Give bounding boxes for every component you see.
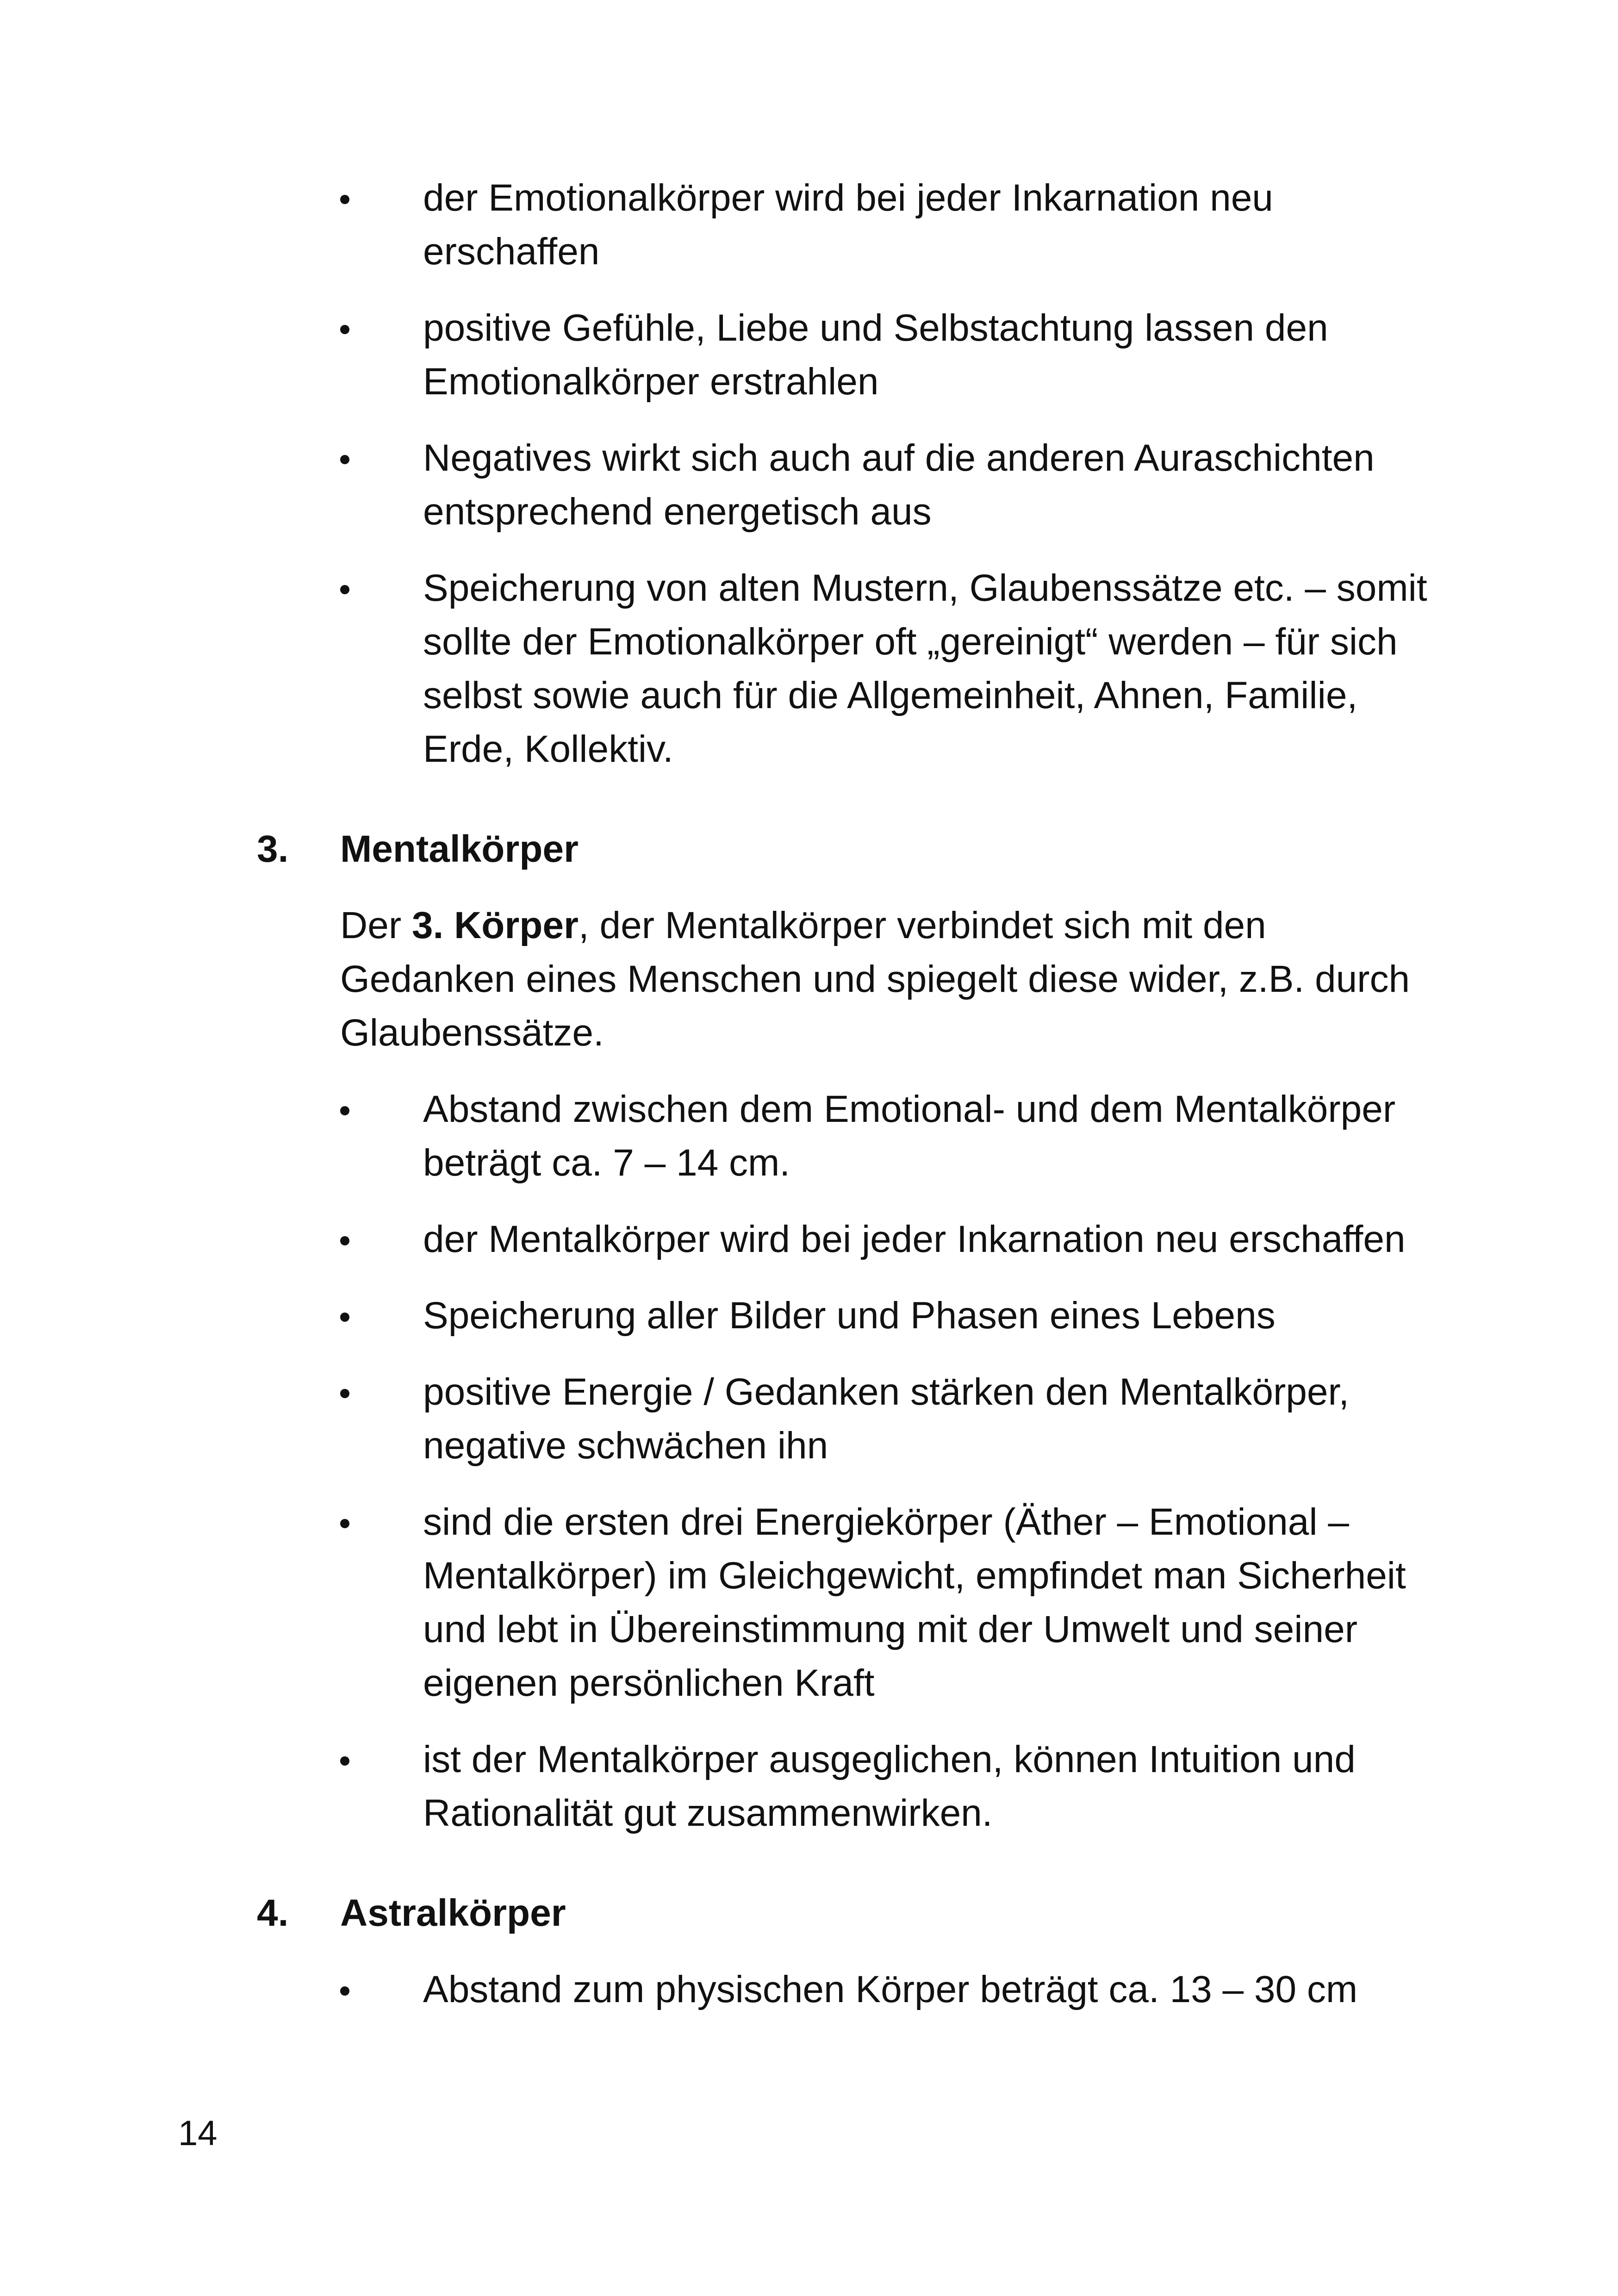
list-item-text: Speicherung von alten Mustern, Glaubenssätze etc. – somit sollte der Emotionalkörper oft „gereinigt“ werden – für sich selbst sowie auch für die Allgemeinheit, Ahnen, Familie, Erde, Kollektiv. — [423, 567, 1427, 770]
bullet-icon — [340, 1756, 349, 1766]
bullet-icon — [340, 1519, 349, 1528]
list-item — [257, 1289, 1442, 1343]
list-item — [257, 1365, 1442, 1473]
list-item-text: sind die ersten drei Energiekörper (Äther – Emotional – Mentalkörper) im Gleichgewicht, empfindet man Sicherheit und lebt in Übereinstimmung mit der Umwelt und seiner eigenen persönlichen Kraft — [423, 1501, 1406, 1704]
bullet-icon — [340, 325, 349, 334]
intro-prefix: Der — [340, 904, 412, 946]
list-item-text: positive Energie / Gedanken stärken den Mentalkörper, negative schwächen ihn — [423, 1371, 1350, 1467]
intro-text: , der Mentalkörper verbindet sich mit den Gedanken eines Menschen und spiegelt diese wider, z.B. durch Glaubenssätze. — [340, 904, 1410, 1054]
intro-bold: 3. Körper — [411, 904, 579, 946]
list-item — [257, 1495, 1442, 1710]
astral-body-list — [257, 1963, 1442, 2016]
list-item — [257, 561, 1442, 776]
list-item-text: Abstand zwischen dem Emotional- und dem Mentalkörper beträgt ca. 7 – 14 cm. — [423, 1088, 1396, 1184]
bullet-icon — [340, 1236, 349, 1245]
list-item — [257, 1733, 1442, 1840]
section-title: Mentalkörper — [340, 828, 579, 870]
section-astralkoerper — [257, 1886, 1442, 2016]
section-title: Astralkörper — [340, 1892, 566, 1934]
list-item — [257, 1963, 1442, 2016]
list-item-text: der Emotionalkörper wird bei jeder Inkarnation neu erschaffen — [423, 177, 1273, 273]
list-item-text: ist der Mentalkörper ausgeglichen, können Intuition und Rationalität gut zusammenwirken. — [423, 1738, 1356, 1834]
mental-body-list — [257, 1083, 1442, 1840]
list-item-text: der Mentalkörper wird bei jeder Inkarnation neu erschaffen — [423, 1218, 1406, 1260]
section-mentalkoerper — [257, 822, 1442, 1840]
section-heading — [257, 822, 1442, 876]
section-heading — [257, 1886, 1442, 1940]
bullet-icon — [340, 1986, 349, 1996]
list-item-text: Negatives wirkt sich auch auf die anderen Auraschichten entsprechend energetisch aus — [423, 437, 1375, 533]
emotional-body-list — [257, 171, 1442, 776]
bullet-icon — [340, 455, 349, 464]
list-item-text: Abstand zum physischen Körper beträgt ca. 13 – 30 cm — [423, 1968, 1358, 2010]
page-content — [257, 171, 1442, 2039]
list-item — [257, 1213, 1442, 1266]
list-item — [257, 1083, 1442, 1190]
list-item — [257, 431, 1442, 539]
list-item-text: positive Gefühle, Liebe und Selbstachtung lassen den Emotionalkörper erstrahlen — [423, 307, 1328, 403]
bullet-icon — [340, 585, 349, 594]
bullet-icon — [340, 1106, 349, 1115]
bullet-icon — [340, 195, 349, 204]
section-number: 3. — [257, 828, 289, 870]
section-number: 4. — [257, 1892, 289, 1934]
section-intro — [257, 899, 1442, 1060]
list-item — [257, 171, 1442, 279]
page-number: 14 — [178, 2114, 218, 2153]
bullet-icon — [340, 1313, 349, 1322]
list-item — [257, 301, 1442, 409]
list-item-text: Speicherung aller Bilder und Phasen eines Lebens — [423, 1294, 1276, 1337]
bullet-icon — [340, 1389, 349, 1398]
